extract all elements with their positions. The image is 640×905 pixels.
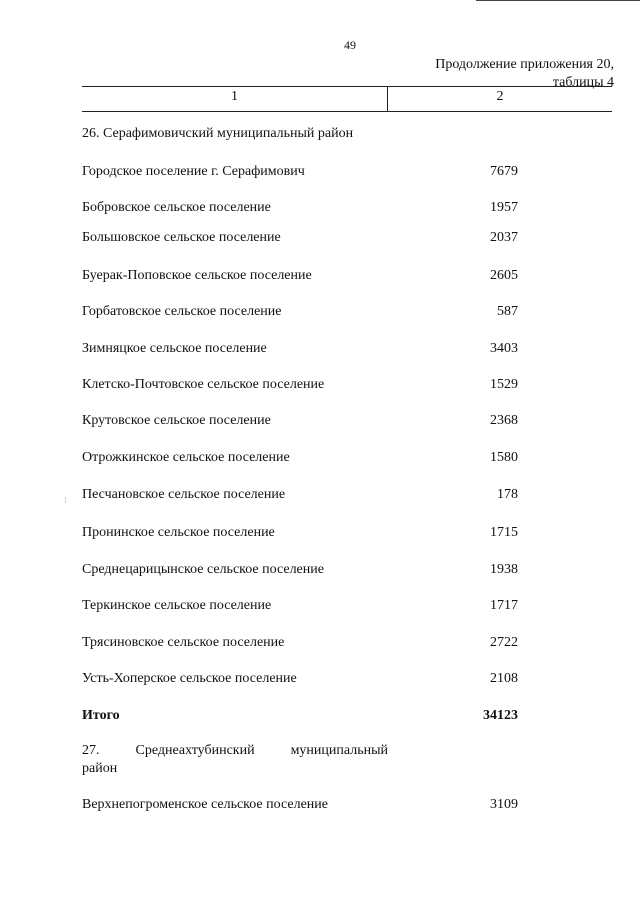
- settlement-value: 1529: [490, 377, 518, 392]
- settlement-value: 2368: [490, 413, 518, 428]
- settlement-name: Теркинское сельское поселение: [82, 598, 272, 613]
- settlement-value: 3403: [490, 341, 518, 356]
- settlement-name: Песчановское сельское поселение: [82, 487, 286, 502]
- section-27-name: Среднеахтубинский: [135, 743, 255, 758]
- settlement-value: 2605: [490, 268, 518, 283]
- column-header-1: 1: [231, 89, 238, 104]
- section-27-title-line-2: район: [82, 761, 118, 776]
- settlement-name: Клетско-Почтовское сельское поселение: [82, 377, 325, 392]
- section-27-title: [82, 742, 388, 778]
- continuation-line-2: таблицы 4: [552, 75, 614, 90]
- total-value: 34123: [483, 708, 518, 723]
- settlement-value: 1717: [490, 598, 518, 613]
- settlement-name: Городское поселение г. Серафимович: [82, 164, 305, 179]
- settlement-value: 2722: [490, 635, 518, 650]
- settlement-value: 1938: [490, 562, 518, 577]
- page-number: 49: [344, 38, 356, 52]
- settlement-name: Крутовское сельское поселение: [82, 413, 271, 428]
- settlement-name: Трясиновское сельское поселение: [82, 635, 285, 650]
- column-header-2: 2: [496, 89, 504, 104]
- settlement-name: Бобровское сельское поселение: [82, 200, 271, 215]
- settlement-name: Буерак-Поповское сельское поселение: [82, 268, 312, 283]
- total-label: Итого: [82, 708, 120, 723]
- table-header-top-rule: [82, 86, 612, 87]
- settlement-value: 587: [497, 304, 518, 319]
- settlement-name: Зимняцкое сельское поселение: [82, 341, 267, 356]
- top-edge-rule: [476, 0, 640, 1]
- settlement-name: Верхнепогроменское сельское поселение: [82, 797, 328, 812]
- settlement-value: 1715: [490, 525, 518, 540]
- settlement-value: 7679: [490, 164, 518, 179]
- settlement-name: Среднецарицынское сельское поселение: [82, 562, 324, 577]
- settlement-value: 2037: [490, 230, 518, 245]
- settlement-value: 1580: [490, 450, 518, 465]
- settlement-value: 178: [497, 487, 518, 502]
- section-27-title-line-1: [82, 742, 388, 760]
- settlement-name: Отрожкинское сельское поселение: [82, 450, 290, 465]
- section-27-number: 27.: [82, 743, 100, 758]
- settlement-name: Горбатовское сельское поселение: [82, 304, 282, 319]
- settlement-value: 3109: [490, 797, 518, 812]
- continuation-line-1: Продолжение приложения 20,: [435, 57, 614, 72]
- table-header-bottom-rule: [82, 111, 612, 112]
- section-26-title: 26. Серафимовичский муниципальный район: [82, 126, 354, 141]
- settlement-name: Пронинское сельское поселение: [82, 525, 275, 540]
- settlement-value: 1957: [490, 200, 518, 215]
- settlement-value: 2108: [490, 671, 518, 686]
- settlement-name: Усть-Хоперское сельское поселение: [82, 671, 297, 686]
- settlement-name: Большовское сельское поселение: [82, 230, 281, 245]
- section-27-type: муниципальный: [290, 743, 388, 758]
- scan-artifact: [65, 497, 68, 503]
